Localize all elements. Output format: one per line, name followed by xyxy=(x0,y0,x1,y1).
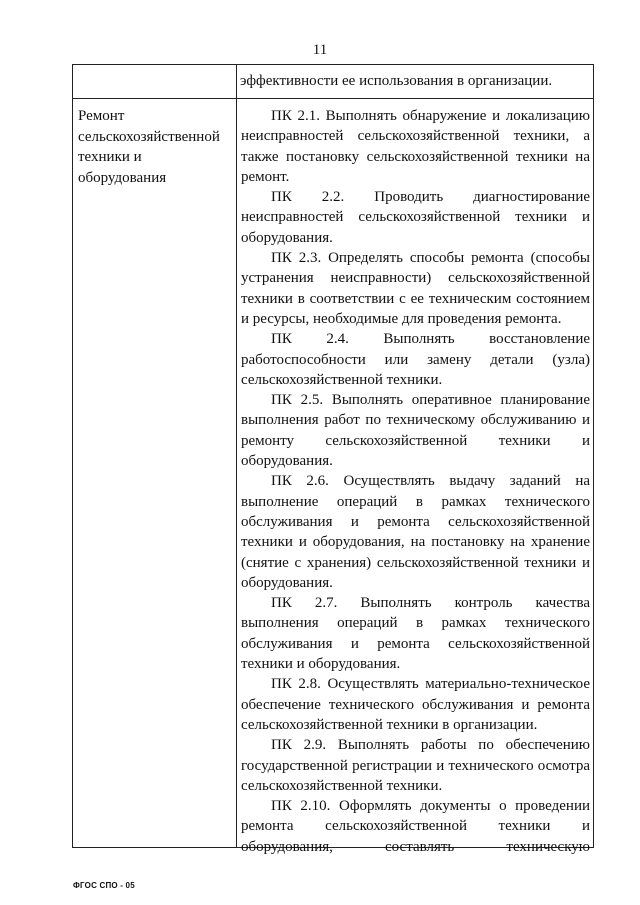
competency-pk-2-6: ПК 2.6. Осуществлять выдачу заданий на выполнение операций в рамках технического обслуживания и ремонта сельскохозяйственной техники и оборудования, на постановку на хранение (снятие с хранения) сельскохозяйственной техники и оборудования. xyxy=(241,473,590,591)
row-divider xyxy=(73,98,593,99)
competency-pk-2-9: ПК 2.9. Выполнять работы по обеспечению государственной регистрации и технического осмотра сельскохозяйственной техники. xyxy=(241,737,590,794)
page-number: 11 xyxy=(312,42,328,58)
competency-pk-2-10: ПК 2.10. Оформлять документы о проведении ремонта сельскохозяйственной техники и оборудования, составлять техническую xyxy=(241,798,590,855)
footer-standard-code: ФГОС СПО - 05 xyxy=(73,881,135,890)
activity-title-line: оборудования xyxy=(78,169,167,186)
column-divider xyxy=(236,65,237,847)
activity-title-line: сельскохозяйственной xyxy=(78,128,220,145)
competencies-cell xyxy=(241,106,590,857)
activity-title-line: техники и xyxy=(78,149,142,165)
competency-pk-2-4: ПК 2.4. Выполнять восстановление работоспособности или замену детали (узла) сельскохозяйственной техники. xyxy=(241,331,590,388)
competency-table xyxy=(72,64,594,855)
activity-title-line: Ремонт xyxy=(78,108,125,124)
competency-pk-2-7: ПК 2.7. Выполнять контроль качества выполнения операций в рамках технического обслуживания и ремонта сельскохозяйственной техники и оборудования. xyxy=(241,595,590,673)
activity-title-cell xyxy=(78,106,234,188)
competency-pk-2-8: ПК 2.8. Осуществлять материально-техническое обеспечение технического обслуживания и ремонта сельскохозяйственной техники в организации. xyxy=(241,676,590,733)
competency-pk-2-3: ПК 2.3. Определять способы ремонта (способы устранения неисправности) сельскохозяйственной техники в соответствии с ее техническим состоянием и ресурсы, необходимые для проведения ремонта. xyxy=(241,250,590,327)
competency-pk-2-1: ПК 2.1. Выполнять обнаружение и локализацию неисправностей сельскохозяйственной техники, а также постановку сельскохозяйственной техники на ремонт. xyxy=(241,108,590,185)
competency-pk-2-2: ПК 2.2. Проводить диагностирование неисправностей сельскохозяйственной техники и оборудования. xyxy=(241,189,590,246)
competency-pk-2-5: ПК 2.5. Выполнять оперативное планирование выполнения работ по техническому обслуживанию и ремонту сельскохозяйственной техники и оборудования. xyxy=(241,392,590,470)
continuation-text: эффективности ее использования в организации. xyxy=(240,73,553,89)
